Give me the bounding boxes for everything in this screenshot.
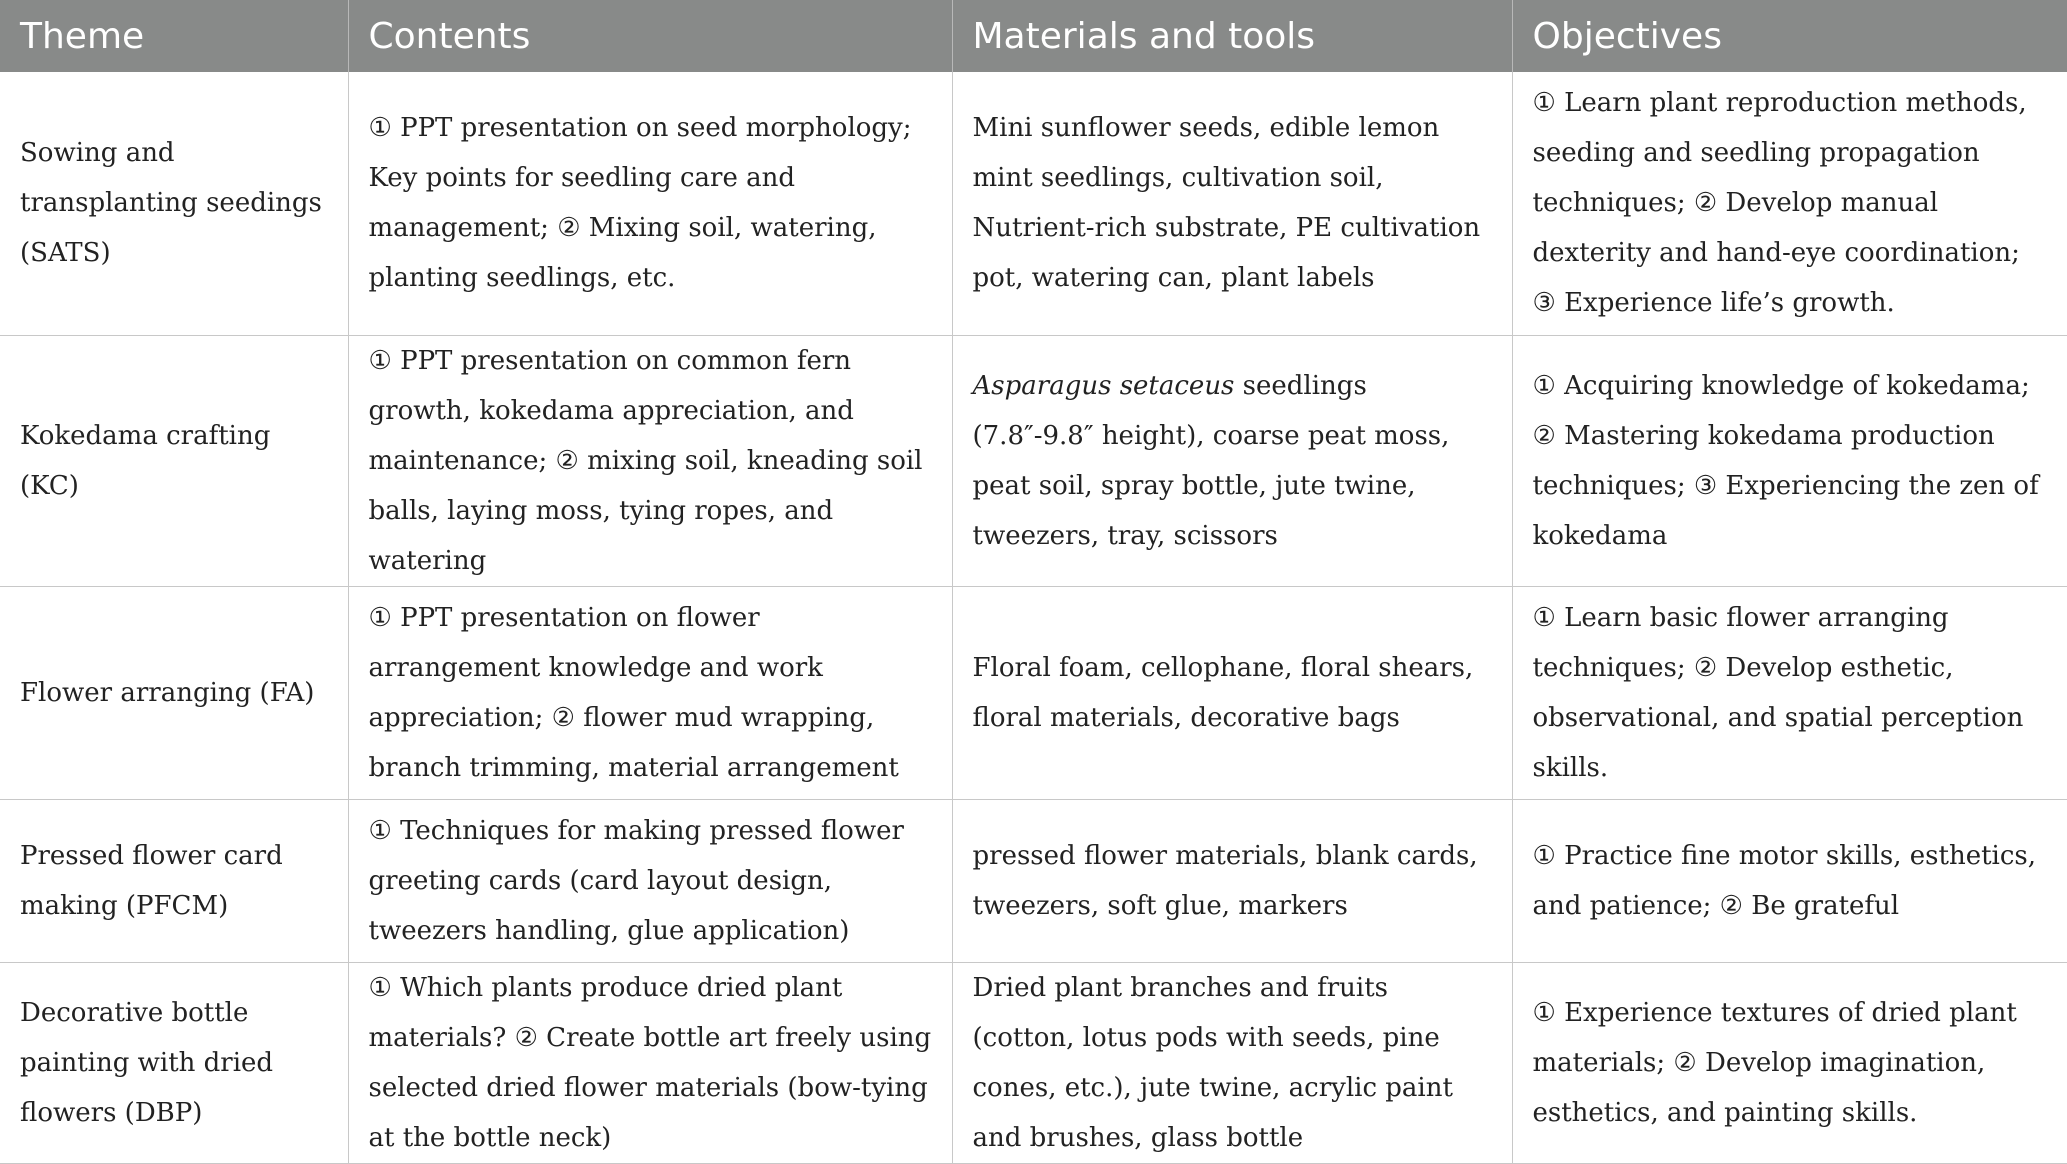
table-row [0, 335, 2067, 586]
materials-text: seedlings (7.8″-9.8″ height), coarse peat moss, peat soil, spray bottle, jute twine, tweezers, tray, scissors [972, 370, 1450, 551]
cell-materials [952, 799, 1512, 962]
cell-materials [952, 335, 1512, 586]
cell-contents: ① PPT presentation on seed morphology; Key points for seedling care and management; ② Mixing soil, watering, planting seedlings, etc. [348, 72, 952, 335]
cell-materials [952, 586, 1512, 799]
cell-objectives: ① Learn basic flower arranging techniques; ② Develop esthetic, observational, and spatial perception skills. [1512, 586, 2067, 799]
table-row [0, 962, 2067, 1163]
cell-objectives: ① Practice fine motor skills, esthetics, and patience; ② Be grateful [1512, 799, 2067, 962]
materials-text: pressed flower materials, blank cards, tweezers, soft glue, markers [972, 840, 1478, 921]
materials-text: Dried plant branches and fruits (cotton, lotus pods with seeds, pine cones, etc.), jute twine, acrylic paint and brushes, glass bottle [972, 972, 1453, 1153]
header-contents: Contents [348, 0, 952, 72]
table-row [0, 799, 2067, 962]
cell-contents: ① Which plants produce dried plant materials? ② Create bottle art freely using selected dried flower materials (bow-tying at the bottle neck) [348, 962, 952, 1163]
materials-text: Mini sunflower seeds, edible lemon mint seedlings, cultivation soil, Nutrient-rich substrate, PE cultivation pot, watering can, plant labels [972, 113, 1481, 294]
cell-theme: Sowing and transplanting seedings (SATS) [0, 72, 348, 335]
cell-contents: ① PPT presentation on common fern growth, kokedama appreciation, and maintenance; ② mixing soil, kneading soil balls, laying moss, tying ropes, and watering [348, 335, 952, 586]
cell-theme: Flower arranging (FA) [0, 586, 348, 799]
cell-contents: ① PPT presentation on flower arrangement knowledge and work appreciation; ② flower mud wrapping, branch trimming, material arrangement [348, 586, 952, 799]
materials-text: Floral foam, cellophane, floral shears, floral materials, decorative bags [972, 652, 1474, 733]
header-row [0, 0, 2067, 72]
cell-theme: Pressed flower card making (PFCM) [0, 799, 348, 962]
header-materials: Materials and tools [952, 0, 1512, 72]
cell-materials [952, 72, 1512, 335]
header-objectives: Objectives [1512, 0, 2067, 72]
cell-objectives: ① Learn plant reproduction methods, seeding and seedling propagation techniques; ② Develop manual dexterity and hand-eye coordination; ③ Experience life’s growth. [1512, 72, 2067, 335]
cell-theme: Kokedama crafting (KC) [0, 335, 348, 586]
materials-italic: Asparagus setaceus [972, 370, 1235, 401]
cell-materials [952, 962, 1512, 1163]
table-row [0, 72, 2067, 335]
table-row [0, 586, 2067, 799]
header-theme: Theme [0, 0, 348, 72]
cell-theme: Decorative bottle painting with dried flowers (DBP) [0, 962, 348, 1163]
cell-objectives: ① Acquiring knowledge of kokedama; ② Mastering kokedama production techniques; ③ Experiencing the zen of kokedama [1512, 335, 2067, 586]
cell-contents: ① Techniques for making pressed flower greeting cards (card layout design, tweezers handling, glue application) [348, 799, 952, 962]
cell-objectives: ① Experience textures of dried plant materials; ② Develop imagination, esthetics, and painting skills. [1512, 962, 2067, 1163]
